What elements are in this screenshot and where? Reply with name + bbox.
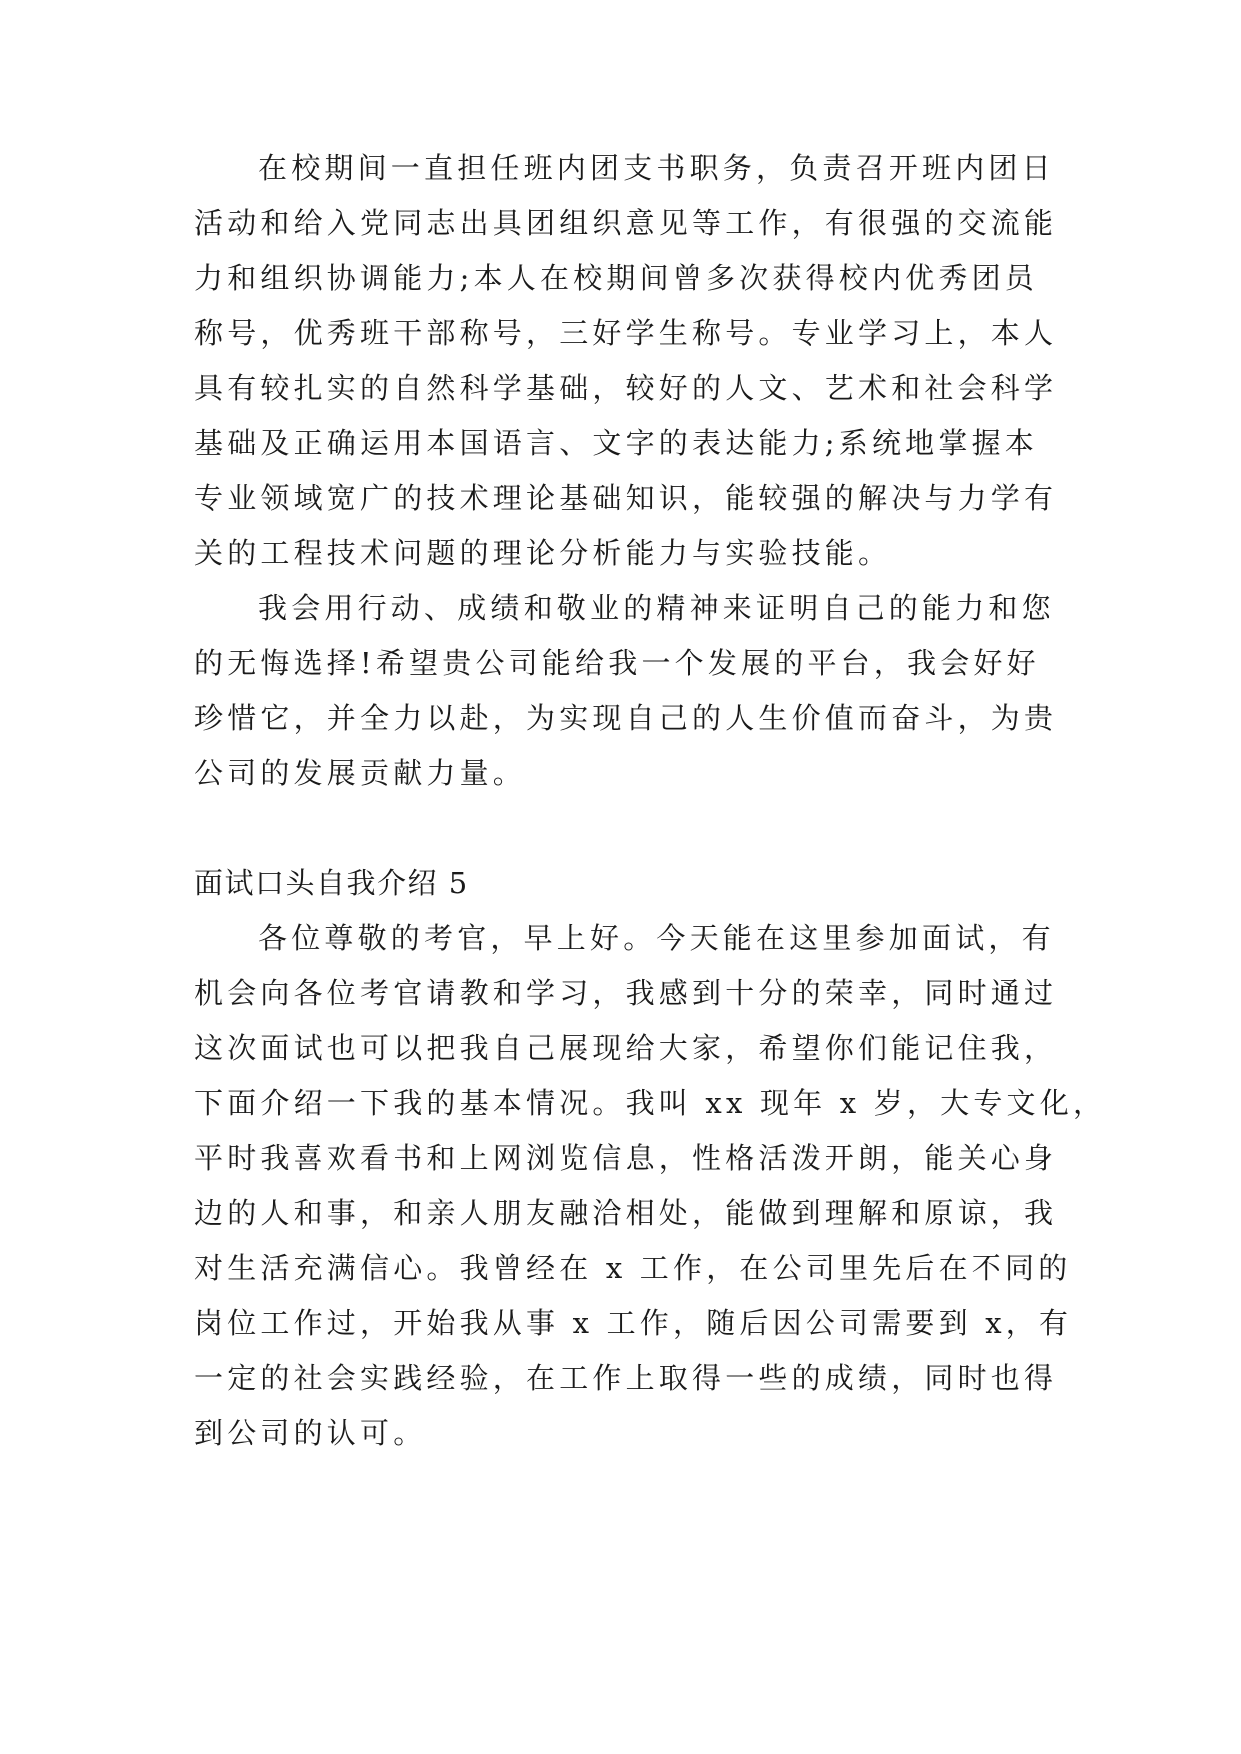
paragraph-3-line-9: 一定的社会实践经验，在工作上取得一些的成绩，同时也得 [194, 1361, 1058, 1395]
paragraph-3-line-5: 平时我喜欢看书和上网浏览信息，性格活泼开朗，能关心身 [194, 1141, 1058, 1175]
paragraph-3-line-8: 岗位工作过，开始我从事 x 工作，随后因公司需要到 x，有 [194, 1306, 1073, 1340]
paragraph-2-line-4: 公司的发展贡献力量。 [194, 756, 527, 790]
paragraph-1-line-3: 力和组织协调能力;本人在校期间曾多次获得校内优秀团员 [194, 261, 1038, 295]
paragraph-1-line-6: 基础及正确运用本国语言、文字的表达能力;系统地掌握本 [194, 426, 1038, 460]
paragraph-1-line-5: 具有较扎实的自然科学基础，较好的人文、艺术和社会科学 [194, 371, 1058, 405]
paragraph-1-line-8: 关的工程技术问题的理论分析能力与实验技能。 [194, 536, 892, 570]
paragraph-3-line-7: 对生活充满信心。我曾经在 x 工作，在公司里先后在不同的 [194, 1251, 1072, 1285]
section-heading: 面试口头自我介绍 5 [194, 866, 469, 900]
paragraph-2-line-3: 珍惜它，并全力以赴，为实现自己的人生价值而奋斗，为贵 [194, 701, 1058, 735]
paragraph-3-line-1: 各位尊敬的考官，早上好。今天能在这里参加面试，有 [258, 921, 1055, 955]
paragraph-1-line-4: 称号，优秀班干部称号，三好学生称号。专业学习上，本人 [194, 316, 1058, 350]
paragraph-3-line-6: 边的人和事，和亲人朋友融洽相处，能做到理解和原谅，我 [194, 1196, 1058, 1230]
paragraph-1-line-7: 专业领域宽广的技术理论基础知识，能较强的解决与力学有 [194, 481, 1058, 515]
paragraph-3-line-3: 这次面试也可以把我自己展现给大家，希望你们能记住我， [194, 1031, 1058, 1065]
paragraph-1-line-2: 活动和给入党同志出具团组织意见等工作，有很强的交流能 [194, 206, 1058, 240]
paragraph-2-line-2: 的无悔选择!希望贵公司能给我一个发展的平台，我会好好 [194, 646, 1040, 680]
paragraph-3-line-2: 机会向各位考官请教和学习，我感到十分的荣幸，同时通过 [194, 976, 1058, 1010]
paragraph-3-line-10: 到公司的认可。 [194, 1416, 427, 1450]
paragraph-2-line-1: 我会用行动、成绩和敬业的精神来证明自己的能力和您 [258, 591, 1055, 625]
paragraph-3-line-4: 下面介绍一下我的基本情况。我叫 xx 现年 x 岁，大专文化， [194, 1086, 1107, 1120]
paragraph-1-line-1: 在校期间一直担任班内团支书职务，负责召开班内团日 [258, 151, 1055, 185]
